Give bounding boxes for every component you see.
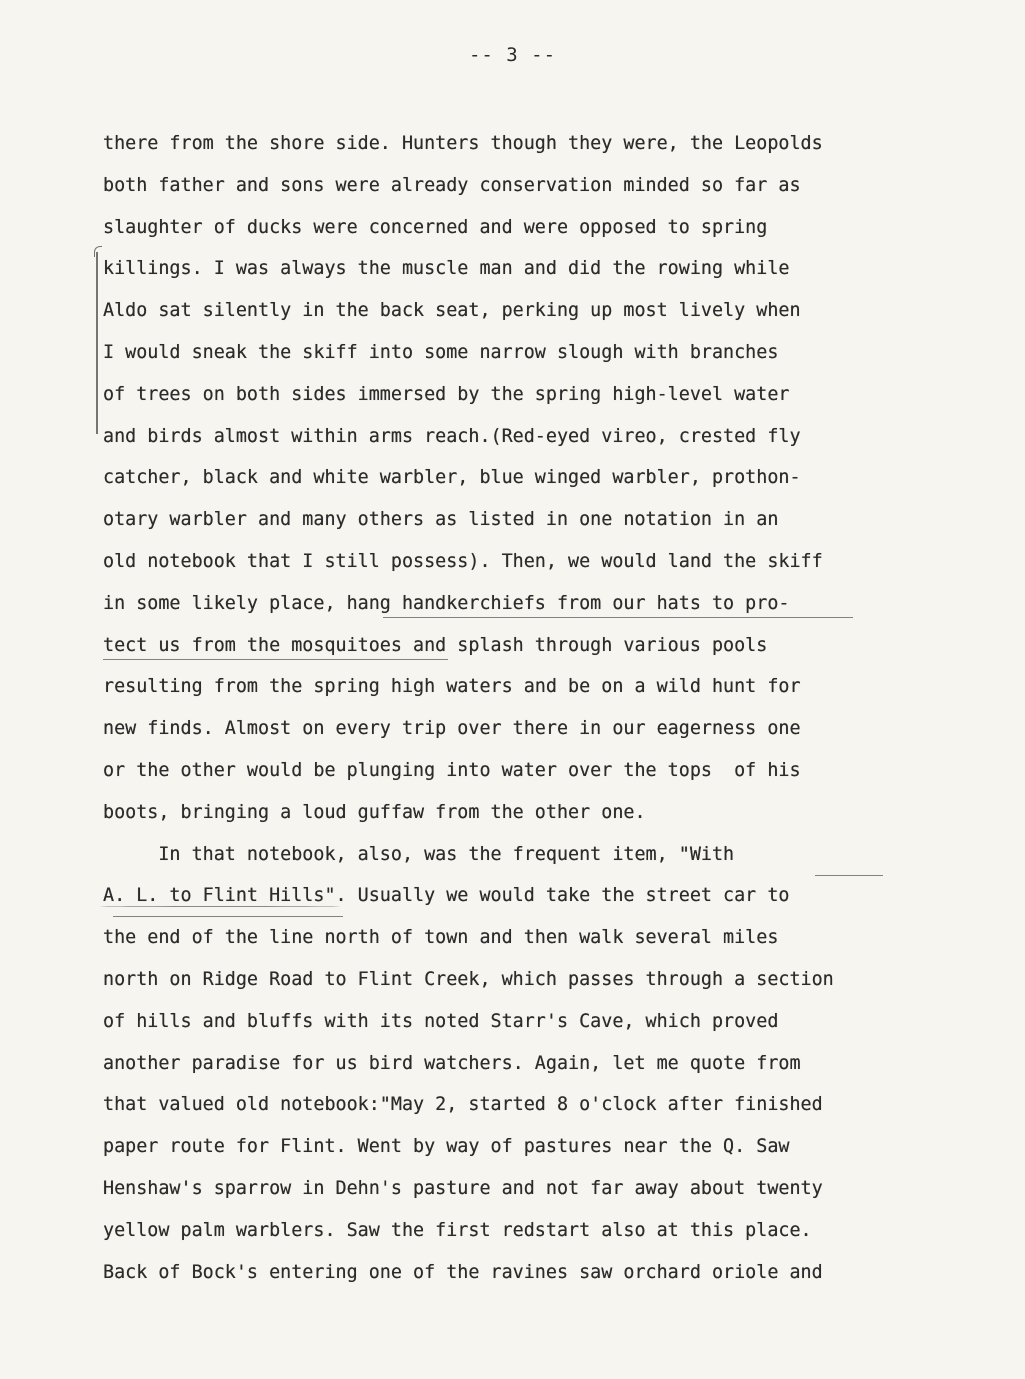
text-line: north on Ridge Road to Flint Creek, which passes through a section	[103, 968, 834, 990]
text-line: paper route for Flint. Went by way of pastures near the Q. Saw	[103, 1136, 790, 1158]
text-line: catcher, black and white warbler, blue winged warbler, prothon-	[103, 467, 801, 489]
text-line: yellow palm warblers. Saw the first redstart also at this place.	[103, 1219, 812, 1241]
text-line: tect us from the mosquitoes and splash through various pools	[103, 634, 768, 656]
text-line: A. L. to Flint Hills". Usually we would take the street car to	[103, 885, 790, 907]
text-line: there from the shore side. Hunters though they were, the Leopolds	[103, 133, 823, 154]
text-line: that valued old notebook:"May 2, started 8 o'clock after finished	[103, 1094, 823, 1116]
text-line: otary warbler and many others as listed in one notation in an	[103, 509, 779, 531]
text-line: Aldo sat silently in the back seat, perking up most lively when	[103, 300, 801, 322]
text-line: In that notebook, also, was the frequent item, "With	[103, 843, 735, 865]
text-line: Back of Bock's entering one of the ravines saw orchard oriole and	[103, 1261, 823, 1283]
text-line: or the other would be plunging into water over the tops of his	[103, 759, 801, 781]
text-line: the end of the line north of town and then walk several miles	[103, 927, 779, 949]
text-line: another paradise for us bird watchers. Again, let me quote from	[103, 1052, 801, 1074]
text-line: old notebook that I still possess). Then, we would land the skiff	[103, 550, 823, 572]
text-line: I would sneak the skiff into some narrow slough with branches	[103, 341, 779, 363]
body-text	[103, 128, 983, 1298]
text-line: in some likely place, hang handkerchiefs from our hats to pro-	[103, 592, 790, 614]
text-line: both father and sons were already conservation minded so far as	[103, 174, 801, 196]
text-line: of hills and bluffs with its noted Starr's Cave, which proved	[103, 1010, 779, 1032]
margin-bar	[96, 252, 98, 434]
text-line: new finds. Almost on every trip over there in our eagerness one	[103, 718, 801, 740]
text-line: killings. I was always the muscle man and did the rowing while	[103, 258, 790, 280]
text-line: and birds almost within arms reach.(Red-eyed vireo, crested fly	[103, 425, 801, 447]
page-number: -- 3 --	[468, 44, 557, 66]
text-line: of trees on both sides immersed by the spring high-level water	[103, 383, 790, 405]
text-line: resulting from the spring high waters and be on a wild hunt for	[103, 676, 801, 698]
text-line: slaughter of ducks were concerned and were opposed to spring	[103, 216, 768, 238]
text-line: boots, bringing a loud guffaw from the other one.	[103, 801, 646, 823]
text-line: Henshaw's sparrow in Dehn's pasture and not far away about twenty	[103, 1177, 823, 1199]
